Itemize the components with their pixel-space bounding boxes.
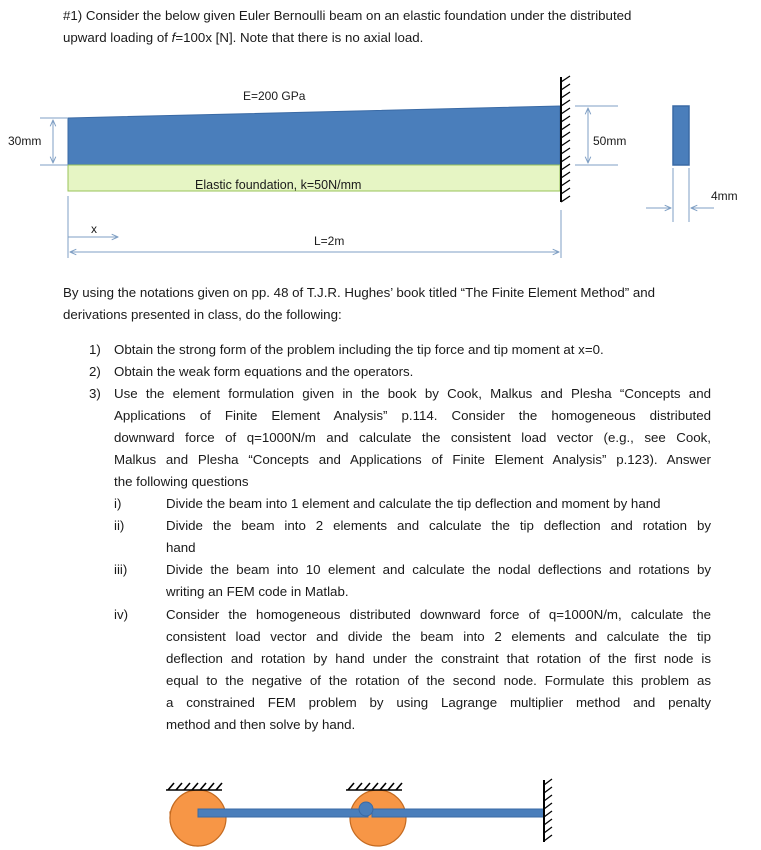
beam-segment-left (198, 809, 368, 817)
force-symbol: f (171, 30, 176, 45)
left-height-label: 30mm (8, 134, 42, 148)
intro-line-2: derivations presented in class, do the following: (63, 307, 342, 322)
right-height-label: 50mm (593, 134, 627, 148)
subtask-number-iv: iv) (114, 607, 129, 622)
middle-support-circle (350, 790, 406, 846)
hinge (359, 802, 373, 816)
subtask-number-i: i) (114, 496, 122, 511)
problem-line-1: #1) Consider the below given Euler Bernoulli beam on an elastic foundation under the distributed (63, 8, 632, 23)
subtask-iv-line-6: method and then solve by hand. (166, 717, 356, 732)
task-3-line-4: Malkus and Plesha “Concepts and Applications of Finite Element Analysis” p.123). Answer (114, 452, 711, 467)
subtask-iii-line-1: Divide the beam into 10 element and calculate the nodal deflections and rotations by (166, 562, 711, 577)
intro-line-1: By using the notations given on pp. 48 of T.J.R. Hughes’ book titled “The Finite Element Method” and (63, 285, 656, 300)
task-3-line-2: Applications of Finite Element Analysis” p.114. Consider the homogeneous distributed (114, 408, 711, 423)
x-label: x (91, 222, 97, 236)
subtask-ii-line-2: hand (166, 540, 196, 555)
left-ground (166, 783, 222, 790)
modulus-label: E=200 GPa (243, 89, 306, 103)
foundation-label: Elastic foundation, k=50N/mm (195, 178, 362, 192)
task-3-line-5: the following questions (114, 474, 249, 489)
subtask-iv-line-2: consistent load vector and divide the beam into 2 elements and calculate the tip (166, 629, 711, 644)
subtask-iv-line-4: equal to the negative of the rotation of the second node. Formulate this problem as (166, 673, 711, 688)
problem-line-2-post: =100x [N]. Note that there is no axial load. (175, 30, 424, 45)
subtask-iv-line-5: a constrained FEM problem by using Lagrange multiplier method and penalty (166, 695, 711, 710)
beam-segment-right (372, 809, 544, 817)
task-number-3: 3) (89, 386, 101, 401)
subtask-number-ii: ii) (114, 518, 125, 533)
task-number-2: 2) (89, 364, 101, 379)
bottom-wall-hatching (544, 779, 552, 841)
thickness-label: 4mm (711, 189, 738, 203)
subtask-number-iii: iii) (114, 562, 128, 577)
task-number-1: 1) (89, 342, 101, 357)
subtask-i-line-1: Divide the beam into 1 element and calculate the tip deflection and moment by hand (166, 496, 661, 511)
subtask-iv-line-3: deflection and rotation by hand under the constraint that rotation of the first node is (166, 651, 711, 666)
middle-ground (346, 783, 402, 790)
task-2-line-1: Obtain the weak form equations and the operators. (114, 364, 414, 379)
task-3-line-1: Use the element formulation given in the book by Cook, Malkus and Plesha “Concepts and (114, 386, 711, 401)
task-1-line-1: Obtain the strong form of the problem including the tip force and tip moment at x=0. (114, 342, 604, 357)
subtask-ii-line-1: Divide the beam into 2 elements and calculate the tip deflection and rotation by (166, 518, 711, 533)
subtask-iii-line-2: writing an FEM code in Matlab. (166, 584, 349, 599)
length-label: L=2m (314, 234, 345, 248)
subtask-iv-line-1: Consider the homogeneous distributed downward force of q=1000N/m, calculate the (166, 607, 711, 622)
task-3-line-3: downward force of q=1000N/m and calculate the consistent load vector (e.g., see Cook, (114, 430, 711, 445)
problem-line-2-pre: upward loading of (63, 30, 172, 45)
left-support-circle (170, 790, 226, 846)
